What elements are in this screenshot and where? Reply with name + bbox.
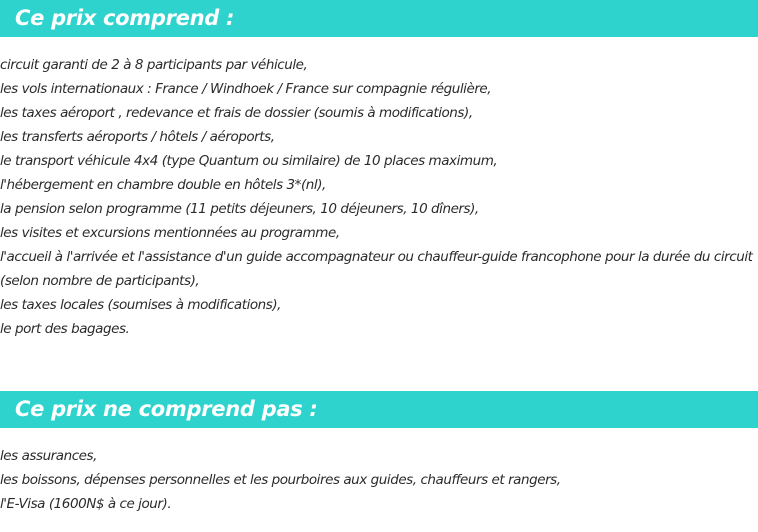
includes-section-title: Ce prix comprend : bbox=[0, 0, 758, 37]
excludes-section-title: Ce prix ne comprend pas : bbox=[0, 391, 758, 428]
list-item: les boissons, dépenses personnelles et les pourboires aux guides, chauffeurs et rangers, bbox=[0, 472, 561, 488]
list-item: les vols internationaux : France / Windhoek / France sur compagnie régulière, bbox=[0, 81, 492, 97]
list-item: les taxes locales (soumises à modifications), bbox=[0, 297, 282, 313]
list-item: les visites et excursions mentionnées au programme, bbox=[0, 225, 340, 241]
list-item: circuit garanti de 2 à 8 participants par véhicule, bbox=[0, 57, 308, 73]
excludes-list bbox=[0, 444, 758, 516]
list-item: le transport véhicule 4x4 (type Quantum ou similaire) de 10 places maximum, bbox=[0, 153, 498, 169]
list-item: la pension selon programme (11 petits déjeuners, 10 déjeuners, 10 dîners), bbox=[0, 201, 479, 217]
list-item: le port des bagages. bbox=[0, 321, 130, 337]
list-item: les transferts aéroports / hôtels / aéroports, bbox=[0, 129, 275, 145]
list-item: l'hébergement en chambre double en hôtels 3*(nl), bbox=[0, 177, 326, 193]
list-item: l'E-Visa (1600N$ à ce jour). bbox=[0, 496, 172, 512]
list-item: les taxes aéroport , redevance et frais de dossier (soumis à modifications), bbox=[0, 105, 473, 121]
includes-list bbox=[0, 53, 758, 341]
list-item: l'accueil à l'arrivée et l'assistance d'un guide accompagnateur ou chauffeur-guide francophone pour la durée du circuit (selon nombre de participants), bbox=[0, 249, 753, 289]
list-item: les assurances, bbox=[0, 448, 97, 464]
